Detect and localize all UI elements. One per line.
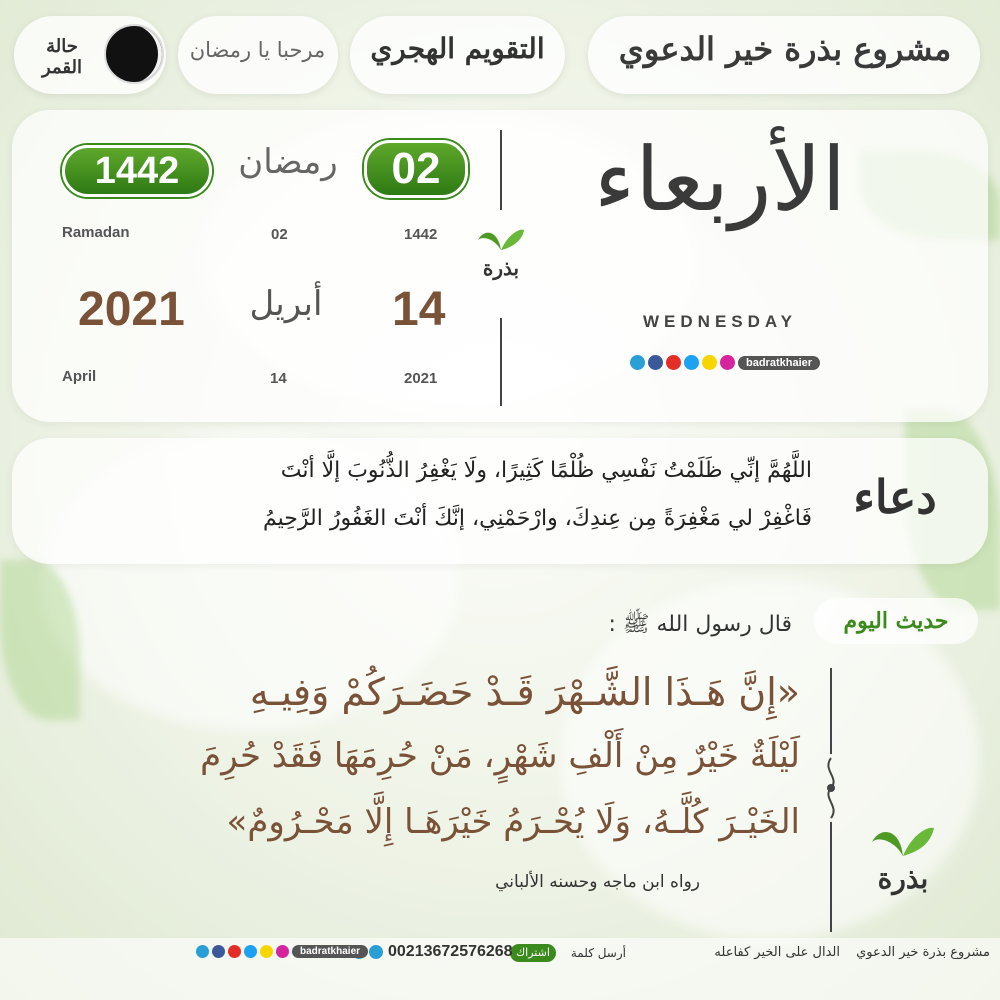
hadith-line-2: لَيْلَةٌ خَيْرٌ مِنْ أَلْفِ شَهْرٍ، مَنْ حُرِمَهَا فَقَدْ حُرِمَ (200, 736, 800, 776)
dua-line-1: اللَّهُمَّ إنِّي ظَلَمْتُ نَفْسِي ظُلْمًا كَثِيرًا، ولَا يَغْفِرُ الذُّنُوبَ إلَّا أنْتَ (280, 458, 812, 483)
footer-send-word: أرسل كلمة (570, 946, 626, 960)
day-name-english: WEDNESDAY (643, 312, 797, 331)
day-name-arabic: الأربعاء (593, 128, 847, 231)
center-logo-text: بذرة (482, 256, 520, 280)
hadith-source: رواه ابن ماجه وحسنه الألباني (495, 872, 700, 892)
gregorian-month-label: April (62, 368, 97, 385)
hadith-line-3: الخَيْـرَ كُلَّـهُ، وَلَا يُحْـرَمُ خَيْرَهَـا إِلَّا مَحْـرُومٌ» (226, 802, 800, 842)
snapchat-icon[interactable] (702, 355, 717, 370)
twitter-icon[interactable] (684, 355, 699, 370)
footer-facebook-icon[interactable] (212, 945, 225, 958)
gregorian-day-label: 14 (270, 370, 287, 387)
footer-project: مشروع بذرة خير الدعوي (856, 945, 990, 960)
gregorian-year: 2021 (78, 283, 185, 336)
footer-phone[interactable]: 00213672576268 (388, 943, 513, 960)
social-links-footer (196, 945, 368, 958)
dua-line-2: فَاغْفِرْ لي مَغْفِرَةً مِن عِندِكَ، وارْحَمْنِي، إنَّكَ أنْتَ الغَفُورُ الرَّحِيمُ (263, 506, 812, 531)
instagram-icon[interactable] (720, 355, 735, 370)
moon-phase-icon (104, 24, 164, 84)
facebook-icon[interactable] (648, 355, 663, 370)
hadith-intro: قال رسول الله ﷺ : (608, 612, 792, 637)
footer-telegram-icon[interactable] (196, 945, 209, 958)
hijri-month: رمضان (238, 142, 338, 182)
footer-subscribe-badge[interactable]: اشتراك (510, 944, 556, 962)
gregorian-month: أبريل (249, 284, 323, 324)
social-handle-footer[interactable]: badratkhaier (292, 945, 368, 958)
footer-twitter-icon[interactable] (244, 945, 257, 958)
footer-youtube-icon[interactable] (228, 945, 241, 958)
hijri-day-label: 02 (271, 226, 288, 243)
footer-logo-icon (868, 818, 938, 928)
social-links-top (630, 355, 820, 370)
footer-logo-text: بذرة (877, 862, 929, 895)
moon-label: حالة القمر (42, 36, 82, 78)
center-divider-top (500, 130, 502, 210)
social-handle-top[interactable]: badratkhaier (738, 356, 820, 370)
center-divider-bottom (500, 318, 502, 406)
hadith-line-1: «إِنَّ هَـذَا الشَّـهْرَ قَـدْ حَضَـرَكُمْ وَفِيـهِ (249, 670, 800, 714)
hijri-year-badge: 1442 (62, 145, 212, 197)
hadith-divider-top (830, 668, 832, 754)
footer-telegram-contact-icon[interactable] (369, 945, 383, 959)
dua-title: دعاء (853, 470, 937, 524)
youtube-icon[interactable] (666, 355, 681, 370)
gregorian-day: 14 (392, 283, 446, 336)
hadith-divider-bottom (830, 822, 832, 932)
hijri-year-label: 1442 (404, 226, 438, 243)
center-logo-icon (474, 222, 528, 314)
footer-motto: الدال على الخير كفاعله (714, 945, 840, 960)
hijri-day-badge: 02 (364, 140, 468, 198)
header-calendar-title: التقويم الهجري (370, 32, 545, 65)
footer-snapchat-icon[interactable] (260, 945, 273, 958)
header-welcome-text: مرحبا يا رمضان (189, 38, 326, 62)
footer-instagram-icon[interactable] (276, 945, 289, 958)
telegram-icon[interactable] (630, 355, 645, 370)
hadith-title: حديث اليوم (814, 598, 978, 644)
ornament-icon (818, 756, 844, 820)
header-project-title: مشروع بذرة خير الدعوي (618, 30, 952, 68)
hijri-month-label: Ramadan (62, 224, 130, 241)
gregorian-year-label: 2021 (404, 370, 438, 387)
